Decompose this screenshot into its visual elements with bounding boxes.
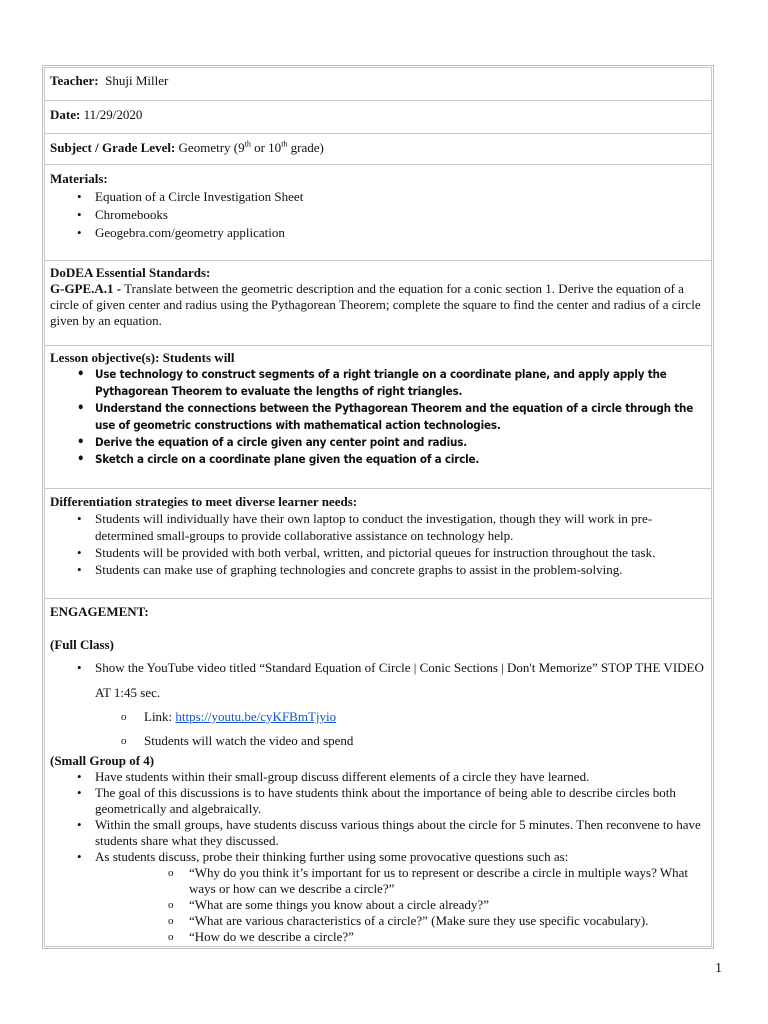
full-class-heading: (Full Class) [50,637,114,652]
question-item: o “What are various characteristics of a circle?” (Make sure they use specific vocabulary). [50,913,706,929]
standards-text: Translate between the geometric description and the equation for a conic section 1. Derive the equation of a circle of given center and radius using the Pythagorean Theorem; complete the square to find the center and radius of a circle given by an equation. [50,281,701,328]
lesson-plan-table [44,67,712,947]
subject-label: Subject / Grade Level: [50,140,176,155]
standards-row [45,261,711,346]
subject-value-b: or 10 [250,140,282,155]
materials-heading: Materials: [50,171,108,186]
standards-code: G-GPE.A.1 - [50,281,122,296]
objective-item: • Derive the equation of a circle given any center point and radius. [50,434,706,451]
differentiation-item: • Students can make use of graphing technologies and concrete graphs to assist in the problem-solving. [50,561,706,578]
materials-item: • Chromebooks [50,206,706,224]
objectives-list [50,366,706,468]
materials-item: • Geogebra.com/geometry application [50,224,706,242]
engagement-row [45,599,711,946]
group-item: • Have students within their small-group discuss different elements of a circle they have learned. [50,769,706,785]
objective-item: • Sketch a circle on a coordinate plane given the equation of a circle. [50,451,706,468]
teacher-row [45,68,711,101]
subject-sup-a: th [244,139,251,149]
question-item: o “What are some things you know about a circle already?” [50,897,706,913]
watch-item: o Students will watch the video and spend [50,729,706,753]
teacher-name: Shuji Miller [105,73,169,88]
full-class-list [50,655,706,705]
group-item: • Within the small groups, have students discuss various things about the circle for 5 minutes. Then reconvene to have students share what they discussed. [50,817,706,849]
lesson-plan-box [44,67,712,947]
date-row [45,101,711,134]
date-value: 11/29/2020 [83,107,143,122]
objective-item: • Understand the connections between the Pythagorean Theorem and the equation of a circle through the use of geometric constructions with mathematical action technologies. [50,400,706,434]
subject-value-c: grade) [287,140,324,155]
link-item [50,705,706,729]
question-item: o “How do we describe a circle?” [50,929,706,945]
subject-sup-b: th [281,139,288,149]
subject-value-a: Geometry (9 [178,140,245,155]
materials-item: • Equation of a Circle Investigation Sheet [50,188,706,206]
small-group-heading: (Small Group of 4) [50,753,155,768]
subject-row [45,134,711,165]
questions-list [50,865,706,945]
video-subitems [50,705,706,753]
objectives-row [45,346,711,489]
objective-item: • Use technology to construct segments of a right triangle on a coordinate plane, and apply apply the Pythagorean Theorem to evaluate the lengths of right triangles. [50,366,706,400]
materials-list [50,188,706,242]
group-item: • As students discuss, probe their thinking further using some provocative questions such as: [50,849,706,865]
question-item: o “Why do you think it’s important for us to represent or describe a circle in multiple ways? What ways or how can we describe a circle?” [50,865,706,897]
differentiation-item: • Students will individually have their own laptop to conduct the investigation, though they will work in pre-determined small-groups to provide collaborative assistance on technology help. [50,510,706,544]
engagement-heading: ENGAGEMENT: [50,604,149,619]
youtube-link[interactable]: https://youtu.be/cyKFBmTjyio [175,709,337,724]
date-label: Date: [50,107,81,122]
small-group-list [50,769,706,865]
differentiation-item: • Students will be provided with both verbal, written, and pictorial queues for instruction throughout the task. [50,544,706,561]
standards-heading: DoDEA Essential Standards: [50,265,211,280]
differentiation-list [50,510,706,578]
group-item: • The goal of this discussions is to have students think about the importance of being able to describe circles both geometrically and algebraically. [50,785,706,817]
link-label: Link: [144,709,176,724]
differentiation-heading: Differentiation strategies to meet diverse learner needs: [50,494,358,509]
page-number: 1 [715,961,722,976]
objectives-heading: Lesson objective(s): Students will [50,350,235,365]
video-item: • Show the YouTube video titled “Standard Equation of Circle | Conic Sections | Don't Memorize” STOP THE VIDEO AT 1:45 sec. [50,655,706,705]
materials-row [45,165,711,261]
teacher-label: Teacher: [50,73,99,88]
differentiation-row [45,489,711,599]
